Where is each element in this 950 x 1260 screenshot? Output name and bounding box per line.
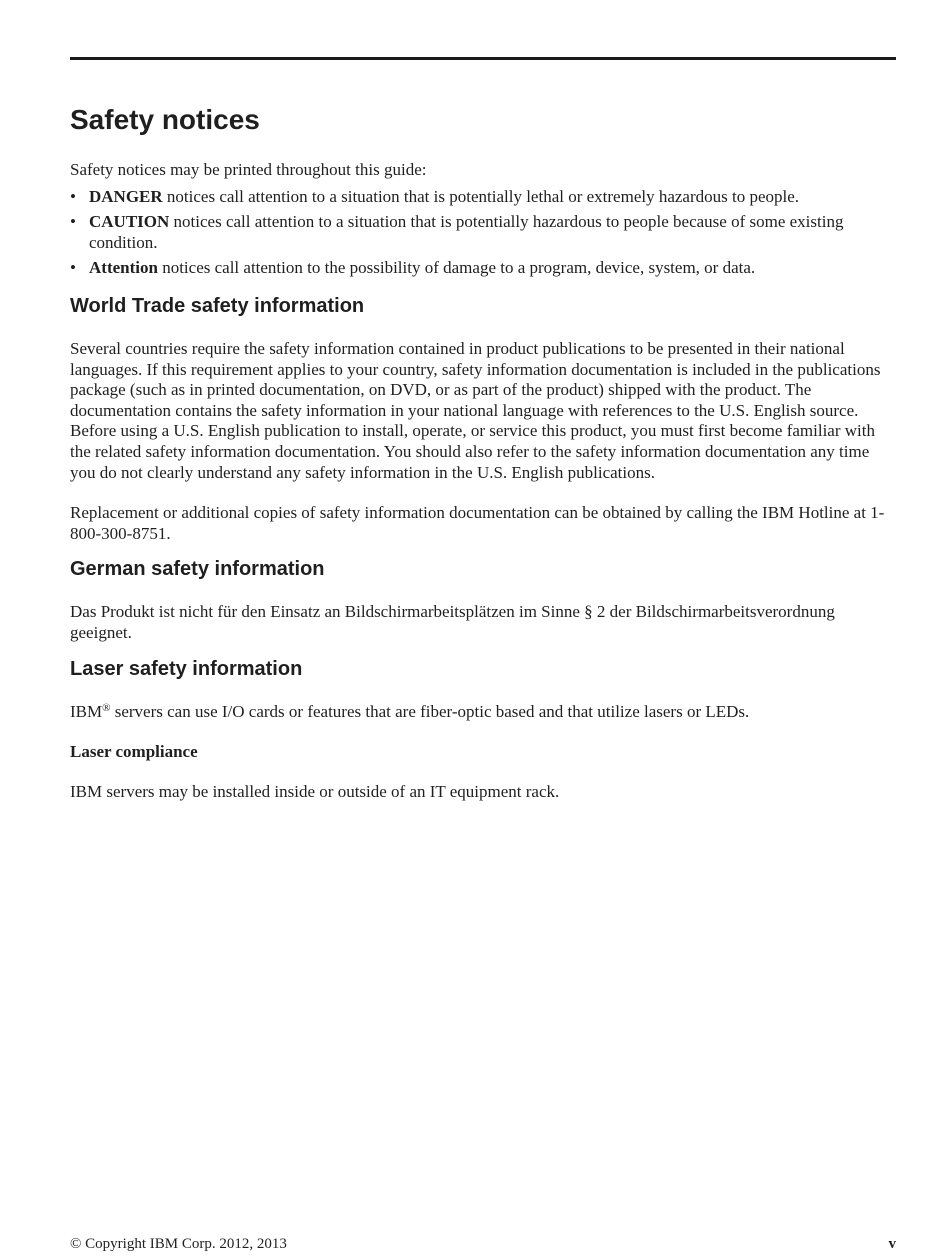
world-trade-paragraph: Several countries require the safety information contained in product publications to be presented in their national languages. If this requirement applies to your country, safety information documentation is included in the publications package (such as in printed documentation, on DVD, or as part of the product) shipped with the product. The documentation contains the safety information in your national language with references to the U.S. English source. Before using a U.S. English publication to install, operate, or service this product, you must first become familiar with the related safety information documentation. You should also refer to the safety information documentation any time you do not clearly understand any safety information in the U.S. English publications. — [70, 338, 881, 482]
laser-paragraph-text: servers can use I/O cards or features that are fiber-optic based and that utilize lasers or LEDs. — [110, 701, 750, 721]
bullet-icon: • — [70, 212, 76, 232]
content — [70, 100, 896, 803]
notice-term: Attention — [89, 258, 158, 278]
copyright-text: © Copyright IBM Corp. 2012, 2013 — [70, 1236, 287, 1252]
registered-mark: ® — [102, 701, 111, 714]
document-page — [70, 0, 896, 1260]
intro-text: Safety notices may be printed throughout this guide: — [70, 160, 427, 179]
list-item-danger — [70, 187, 896, 208]
page-footer — [70, 1234, 896, 1254]
german-heading: German safety information — [70, 558, 325, 581]
bullet-icon: • — [70, 258, 76, 278]
notice-list — [70, 187, 896, 279]
world-trade-hotline-paragraph: Replacement or additional copies of safety information documentation can be obtained by calling the IBM Hotline at 1-800-300-8751. — [70, 503, 885, 543]
page-number: v — [888, 1236, 896, 1252]
page-title: Safety notices — [70, 104, 260, 135]
notice-term: CAUTION — [89, 212, 170, 232]
top-rule — [70, 57, 896, 60]
bullet-icon: • — [70, 186, 76, 206]
laser-compliance-paragraph: IBM servers may be installed inside or outside of an IT equipment rack. — [70, 782, 560, 802]
laser-paragraph — [70, 702, 896, 723]
notice-term: DANGER — [89, 186, 163, 206]
list-item-attention — [70, 258, 896, 279]
notice-text: notices call attention to a situation that is potentially lethal or extremely hazardous to people. — [162, 186, 800, 206]
german-paragraph: Das Produkt ist nicht für den Einsatz an Bildschirmarbeitsplätzen im Sinne § 2 der Bildschirmarbeitsverordnung geeignet. — [70, 602, 835, 642]
notice-text: notices call attention to a situation that is potentially hazardous to people because of some existing condition. — [89, 212, 844, 252]
brand-name: IBM — [70, 701, 103, 721]
laser-compliance-heading: Laser compliance — [70, 742, 198, 762]
notice-text: notices call attention to the possibility of damage to a program, device, system, or data. — [157, 258, 756, 278]
list-item-caution — [70, 212, 896, 253]
world-trade-heading: World Trade safety information — [70, 294, 365, 317]
laser-heading: Laser safety information — [70, 657, 303, 680]
